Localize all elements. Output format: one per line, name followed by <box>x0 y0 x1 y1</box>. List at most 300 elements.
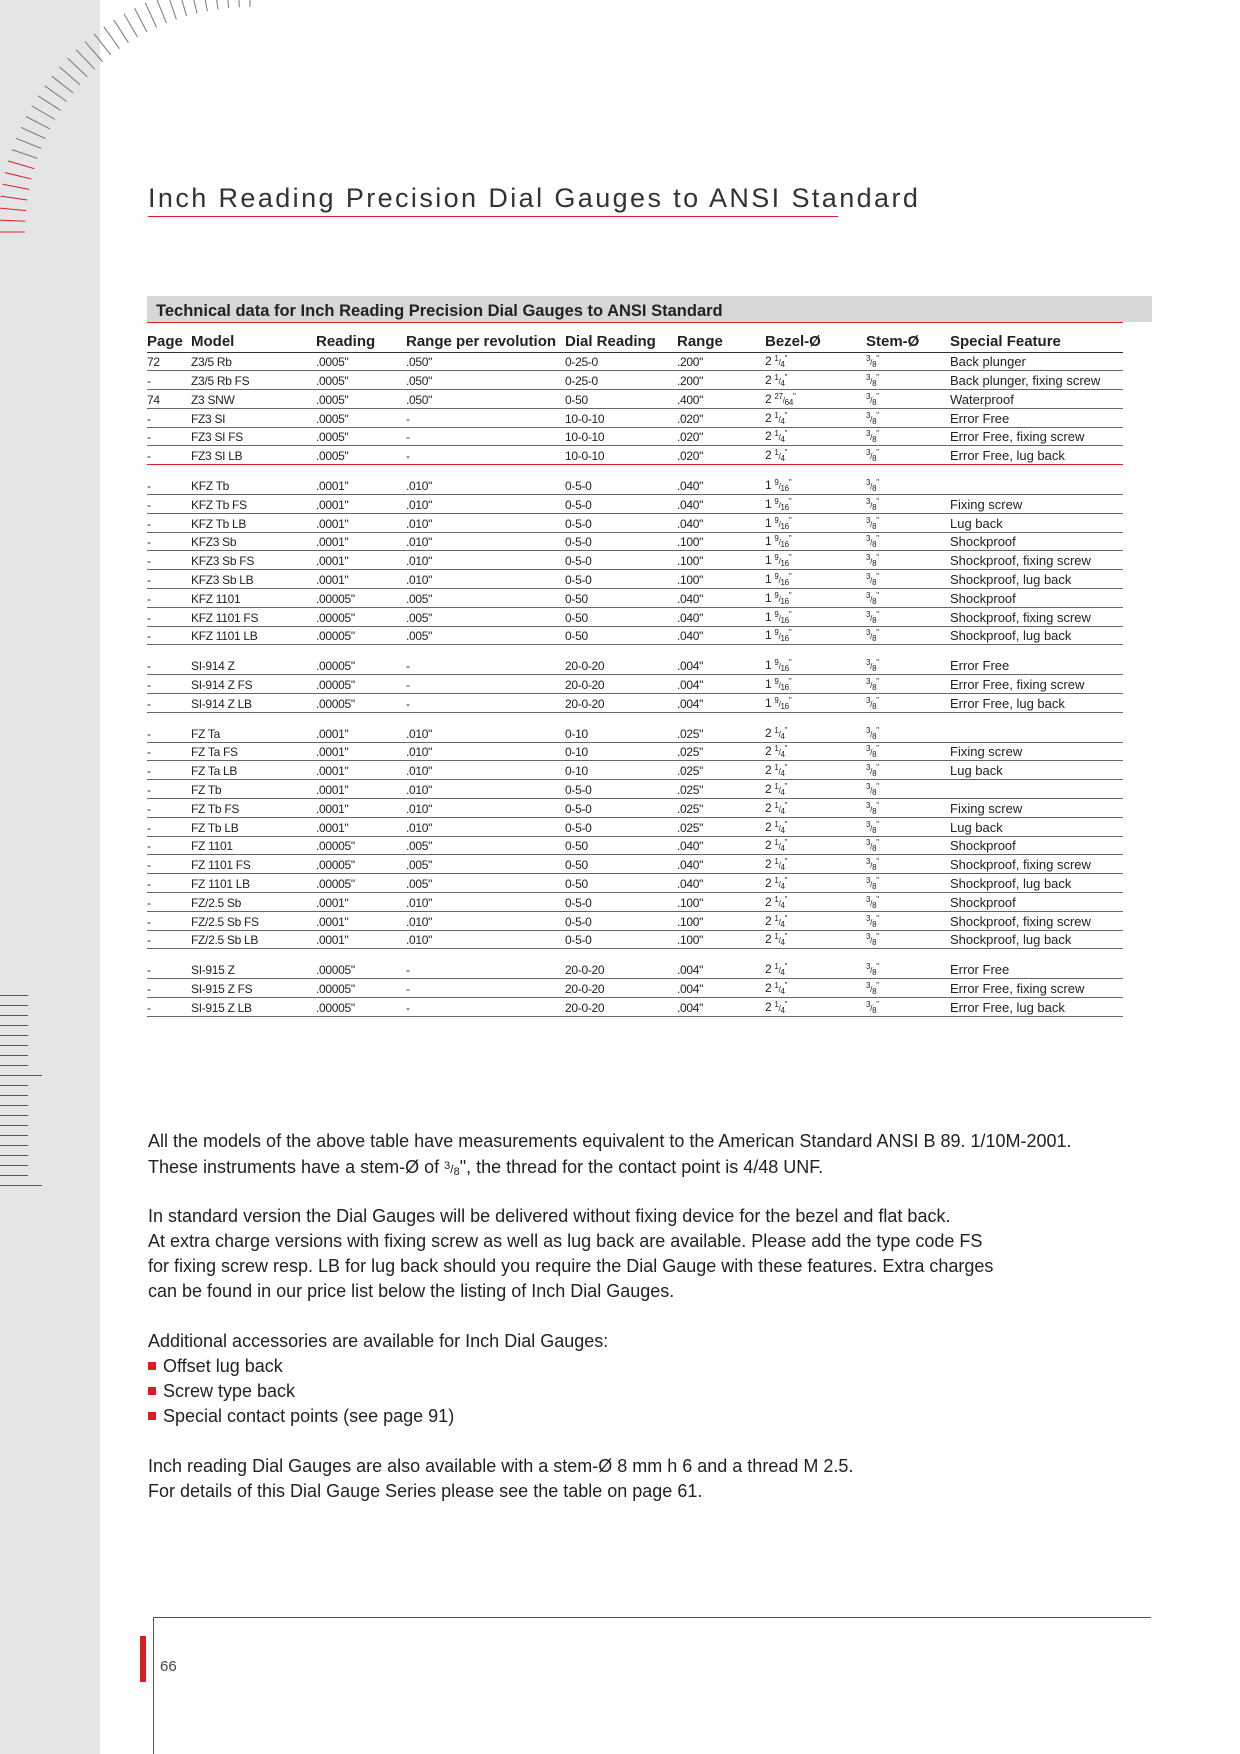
cell-range: .100" <box>677 893 765 912</box>
fraction-slash: / <box>778 804 781 814</box>
fraction-slash: / <box>778 936 781 946</box>
table-row <box>147 495 1123 514</box>
cell-reading: .00005" <box>316 855 406 874</box>
cell-page: - <box>147 513 191 532</box>
cell-page: - <box>147 427 191 446</box>
cell-page: - <box>147 998 191 1017</box>
fraction-whole: 2 <box>765 354 775 369</box>
decorative-ray <box>135 8 147 32</box>
cell-dial-reading: 0-10 <box>565 723 677 742</box>
cell-range: .040" <box>677 874 765 893</box>
cell-page: 74 <box>147 390 191 409</box>
fraction-slash: / <box>870 395 873 405</box>
table-row <box>147 551 1123 570</box>
col-header-range: Range <box>677 323 765 352</box>
inch-mark: " <box>784 410 788 420</box>
fraction-denominator: 4 <box>780 454 785 464</box>
cell-page: - <box>147 476 191 495</box>
fraction-numerator: 3 <box>866 695 871 705</box>
table-row <box>147 799 1123 818</box>
fraction-slash: / <box>870 767 873 777</box>
fraction-denominator: 8 <box>872 683 877 693</box>
cell-special-feature: Shockproof, fixing screw <box>950 607 1123 626</box>
cell-bezel-diameter <box>765 675 866 694</box>
inch-mark: " <box>876 725 879 735</box>
cell-dial-reading: 20-0-20 <box>565 675 677 694</box>
cell-bezel-diameter <box>765 893 866 912</box>
fraction-slash: / <box>778 966 781 976</box>
decorative-side-line <box>0 1095 28 1096</box>
inch-mark: " <box>784 876 788 886</box>
decorative-side-lines <box>0 995 45 1195</box>
cell-bezel-diameter <box>765 723 866 742</box>
decorative-ray <box>179 0 187 16</box>
cell-stem-diameter <box>866 874 950 893</box>
inch-mark: " <box>784 999 788 1009</box>
cell-stem-diameter <box>866 446 950 465</box>
inch-mark: " <box>788 658 792 668</box>
decorative-side-line <box>0 1015 28 1016</box>
table-row <box>147 874 1123 893</box>
cell-dial-reading: 0-50 <box>565 836 677 855</box>
cell-bezel-diameter <box>765 817 866 836</box>
cell-reading: .0001" <box>316 570 406 589</box>
cell-reading: .0001" <box>316 930 406 949</box>
cell-dial-reading: 0-5-0 <box>565 817 677 836</box>
fraction-numerator: 3 <box>866 429 871 439</box>
col-header-special-feature: Special Feature <box>950 323 1123 352</box>
cell-stem-diameter <box>866 427 950 446</box>
fraction-denominator: 16 <box>780 596 789 606</box>
inch-mark: " <box>876 391 879 401</box>
cell-page: - <box>147 979 191 998</box>
cell-dial-reading: 10-0-10 <box>565 408 677 427</box>
cell-range: .100" <box>677 930 765 949</box>
inch-mark: " <box>784 932 788 942</box>
cell-page: - <box>147 551 191 570</box>
inch-mark: " <box>788 677 792 687</box>
note-text: In standard version the Dial Gauges will be delivered without fixing device for the bezel and flat back. <box>148 1206 951 1226</box>
fraction-denominator: 4 <box>780 900 785 910</box>
cell-page: - <box>147 855 191 874</box>
fraction-numerator: 3 <box>866 496 871 506</box>
fraction-denominator: 8 <box>872 825 877 835</box>
cell-special-feature: Error Free <box>950 408 1123 427</box>
cell-bezel-diameter <box>765 427 866 446</box>
cell-stem-diameter <box>866 675 950 694</box>
fraction-whole: 2 <box>765 373 775 388</box>
table-row <box>147 979 1123 998</box>
cell-range-per-revolution: .010" <box>406 893 565 912</box>
inch-mark: " <box>784 838 788 848</box>
fraction-slash: / <box>778 861 781 871</box>
cell-page: - <box>147 893 191 912</box>
cell-reading: .00005" <box>316 998 406 1017</box>
decorative-ray <box>32 106 55 120</box>
decorative-ray <box>202 0 207 11</box>
cell-reading: .0001" <box>316 551 406 570</box>
cell-special-feature: Shockproof <box>950 836 1123 855</box>
fraction-numerator: 3 <box>866 838 871 848</box>
fraction-denominator: 8 <box>872 919 877 929</box>
decorative-ray <box>238 0 239 7</box>
fraction-denominator: 8 <box>872 615 877 625</box>
fraction-numerator: 9 <box>774 553 779 563</box>
decorative-ray <box>168 0 177 19</box>
decorative-side-line <box>0 1065 28 1066</box>
cell-special-feature: Error Free, lug back <box>950 998 1123 1017</box>
fraction-numerator: 3 <box>444 1160 451 1172</box>
table-group-spacer <box>147 465 1123 476</box>
decorative-ray <box>16 138 41 148</box>
cell-bezel-diameter <box>765 761 866 780</box>
fraction-whole: 2 <box>765 981 775 995</box>
table-row <box>147 761 1123 780</box>
cell-special-feature: Shockproof <box>950 589 1123 608</box>
cell-stem-diameter <box>866 476 950 495</box>
cell-model: KFZ 1101 LB <box>191 626 316 645</box>
cell-range-per-revolution: .010" <box>406 911 565 930</box>
fraction-numerator: 3 <box>866 999 871 1009</box>
fraction-denominator: 8 <box>872 484 877 494</box>
accessory-item <box>148 1379 608 1404</box>
cell-stem-diameter <box>866 761 950 780</box>
fraction-denominator: 8 <box>872 844 877 854</box>
fraction-denominator: 16 <box>780 634 789 644</box>
cell-stem-diameter <box>866 390 950 409</box>
cell-dial-reading: 10-0-10 <box>565 427 677 446</box>
cell-page: - <box>147 960 191 979</box>
fraction-numerator: 9 <box>774 677 779 687</box>
fraction-whole: 1 <box>765 628 775 643</box>
cell-stem-diameter <box>866 551 950 570</box>
table-row <box>147 694 1123 713</box>
fraction-numerator: 3 <box>866 354 871 364</box>
decorative-ray <box>38 96 61 111</box>
cell-range-per-revolution: .050" <box>406 390 565 409</box>
fraction-slash: / <box>778 681 781 691</box>
decorative-ray <box>60 67 80 85</box>
fraction-slash: / <box>778 880 781 890</box>
fraction-slash: / <box>870 414 873 424</box>
cell-reading: .00005" <box>316 675 406 694</box>
cell-page: - <box>147 911 191 930</box>
fraction-slash: / <box>778 414 781 424</box>
inch-mark: " <box>788 515 792 525</box>
decorative-side-line <box>0 1185 42 1186</box>
cell-stem-diameter <box>866 960 950 979</box>
cell-reading: .0001" <box>316 742 406 761</box>
inch-mark: " <box>876 857 879 867</box>
fraction-numerator: 9 <box>774 572 779 582</box>
fraction-slash: / <box>870 917 873 927</box>
fraction-whole: 2 <box>765 763 775 778</box>
cell-stem-diameter <box>866 607 950 626</box>
fraction-whole: 2 <box>765 838 775 853</box>
cell-dial-reading: 0-5-0 <box>565 532 677 551</box>
inch-mark: " <box>784 800 788 810</box>
cell-special-feature: Lug back <box>950 817 1123 836</box>
inch-mark: " <box>788 590 792 600</box>
fraction-numerator: 3 <box>866 763 871 773</box>
cell-stem-diameter <box>866 998 950 1017</box>
fraction-numerator: 27 <box>774 391 783 401</box>
cell-special-feature: Error Free, lug back <box>950 446 1123 465</box>
cell-dial-reading: 20-0-20 <box>565 656 677 675</box>
cell-range: .040" <box>677 626 765 645</box>
table-row <box>147 408 1123 427</box>
col-header-stem-diameter: Stem-Ø <box>866 323 950 352</box>
cell-range: .004" <box>677 675 765 694</box>
fraction-denominator: 4 <box>780 806 785 816</box>
cell-reading: .0001" <box>316 893 406 912</box>
technical-data-table-section <box>147 296 1152 1017</box>
fraction-denominator: 64 <box>784 397 793 407</box>
cell-page: - <box>147 930 191 949</box>
notes-paragraph-2 <box>148 1204 993 1304</box>
fraction-slash: / <box>778 632 781 642</box>
cell-model: Z3/5 Rb <box>191 352 316 371</box>
cell-page: - <box>147 780 191 799</box>
decorative-ray <box>26 117 50 129</box>
fraction-whole: 1 <box>765 677 775 692</box>
cell-bezel-diameter <box>765 352 866 371</box>
cell-special-feature: Error Free <box>950 960 1123 979</box>
cell-model: FZ3 SI <box>191 408 316 427</box>
fraction-denominator: 8 <box>872 900 877 910</box>
cell-reading: .0005" <box>316 371 406 390</box>
cell-reading: .0001" <box>316 911 406 930</box>
cell-range: .040" <box>677 476 765 495</box>
fraction-slash: / <box>778 767 781 777</box>
note-text: All the models of the above table have measurements equivalent to the American Standard ANSI B 89. 1/10M-2001. <box>148 1131 1072 1151</box>
fraction-whole: 1 <box>765 609 775 624</box>
cell-bezel-diameter <box>765 855 866 874</box>
inch-mark: " <box>876 763 879 773</box>
fraction-slash: / <box>778 519 781 529</box>
inch-mark: " <box>876 962 879 972</box>
cell-stem-diameter <box>866 408 950 427</box>
decorative-side-line <box>0 1045 28 1046</box>
cell-dial-reading: 0-5-0 <box>565 780 677 799</box>
cell-range: .004" <box>677 960 765 979</box>
cell-range-per-revolution: - <box>406 960 565 979</box>
fraction-slash: / <box>778 500 781 510</box>
decorative-side-line <box>0 1115 28 1116</box>
note-text: can be found in our price list below the listing of Inch Dial Gauges. <box>148 1281 675 1301</box>
col-header-range-per-revolution: Range per revolution <box>406 323 565 352</box>
decorative-side-line <box>0 1145 28 1146</box>
fraction-numerator: 3 <box>866 628 871 638</box>
cell-range-per-revolution: .010" <box>406 780 565 799</box>
cell-dial-reading: 0-5-0 <box>565 551 677 570</box>
fraction-slash: / <box>778 377 781 387</box>
fraction-slash: / <box>870 576 873 586</box>
cell-reading: .00005" <box>316 960 406 979</box>
cell-special-feature: Shockproof, fixing screw <box>950 551 1123 570</box>
decorative-side-line <box>0 1175 28 1176</box>
inch-mark: " <box>876 876 879 886</box>
cell-range: .040" <box>677 589 765 608</box>
spacer-cell <box>147 465 1123 476</box>
cell-range-per-revolution: .010" <box>406 570 565 589</box>
fraction-slash: / <box>778 433 781 443</box>
cell-special-feature: Shockproof, lug back <box>950 930 1123 949</box>
decorative-ray <box>104 27 120 49</box>
cell-reading: .0001" <box>316 495 406 514</box>
decorative-ray <box>12 150 38 159</box>
decorative-ray <box>52 76 73 93</box>
cell-stem-diameter <box>866 495 950 514</box>
fraction-numerator: 1 <box>774 410 779 420</box>
cell-model: SI-914 Z LB <box>191 694 316 713</box>
cell-page: - <box>147 589 191 608</box>
cell-bezel-diameter <box>765 979 866 998</box>
cell-range: .025" <box>677 799 765 818</box>
fraction-numerator: 3 <box>866 857 871 867</box>
fraction-whole: 2 <box>765 725 775 740</box>
cell-bezel-diameter <box>765 495 866 514</box>
decorative-ray <box>0 220 25 221</box>
fraction-numerator: 1 <box>774 725 779 735</box>
cell-range-per-revolution: .005" <box>406 874 565 893</box>
fraction-denominator: 4 <box>780 379 785 389</box>
inch-mark: " <box>876 590 879 600</box>
decorative-ray <box>156 0 166 23</box>
fraction-denominator: 4 <box>780 731 785 741</box>
fraction-numerator: 1 <box>774 354 779 364</box>
cell-model: FZ Tb FS <box>191 799 316 818</box>
fraction-denominator: 8 <box>872 634 877 644</box>
cell-range-per-revolution: .010" <box>406 495 565 514</box>
fraction-numerator: 3 <box>866 913 871 923</box>
table-row <box>147 427 1123 446</box>
table-body <box>147 352 1123 1016</box>
inch-mark: " <box>876 695 879 705</box>
fraction-numerator: 1 <box>774 894 779 904</box>
cell-dial-reading: 10-0-10 <box>565 446 677 465</box>
note-text: At extra charge versions with fixing screw as well as lug back are available. Please add the type code FS <box>148 1231 983 1251</box>
table-row <box>147 352 1123 371</box>
cell-reading: .00005" <box>316 607 406 626</box>
cell-bezel-diameter <box>765 694 866 713</box>
inch-mark: " <box>876 496 879 506</box>
fraction-numerator: 1 <box>774 913 779 923</box>
cell-reading: .00005" <box>316 836 406 855</box>
cell-dial-reading: 0-50 <box>565 390 677 409</box>
cell-range: .400" <box>677 390 765 409</box>
cell-special-feature <box>950 476 1123 495</box>
fraction-slash: / <box>870 842 873 852</box>
cell-stem-diameter <box>866 817 950 836</box>
cell-special-feature: Shockproof, lug back <box>950 874 1123 893</box>
decorative-ray <box>145 3 156 28</box>
fraction-numerator: 3 <box>866 677 871 687</box>
fraction-slash: / <box>870 966 873 976</box>
table-row <box>147 607 1123 626</box>
side-band <box>0 0 100 1754</box>
cell-reading: .0001" <box>316 780 406 799</box>
cell-model: SI-915 Z FS <box>191 979 316 998</box>
fraction-numerator: 3 <box>866 448 871 458</box>
fraction-denominator: 16 <box>780 521 789 531</box>
fraction-slash: / <box>778 594 781 604</box>
table-row <box>147 893 1123 912</box>
fraction-whole: 1 <box>765 695 775 710</box>
fraction-denominator: 4 <box>780 987 785 996</box>
fraction-denominator: 8 <box>872 596 877 606</box>
fraction-slash: / <box>778 898 781 908</box>
cell-stem-diameter <box>866 570 950 589</box>
cell-range-per-revolution: - <box>406 694 565 713</box>
cell-model: KFZ Tb <box>191 476 316 495</box>
cell-dial-reading: 0-5-0 <box>565 495 677 514</box>
cell-stem-diameter <box>866 911 950 930</box>
inch-mark: " <box>876 448 879 458</box>
page-title: Inch Reading Precision Dial Gauges to ANSI Standard <box>148 183 921 213</box>
decorative-side-line <box>0 1005 28 1006</box>
decorative-side-line <box>0 1165 28 1166</box>
table-group-spacer <box>147 949 1123 960</box>
cell-dial-reading: 20-0-20 <box>565 960 677 979</box>
accessory-label: Special contact points (see page 91) <box>163 1406 455 1426</box>
cell-model: FZ Tb <box>191 780 316 799</box>
table-row <box>147 476 1123 495</box>
inch-mark: " <box>876 410 879 420</box>
fraction-slash: / <box>778 538 781 548</box>
inch-mark: " <box>876 819 879 829</box>
cell-range: .040" <box>677 607 765 626</box>
cell-range-per-revolution: .010" <box>406 723 565 742</box>
cell-range-per-revolution: .005" <box>406 589 565 608</box>
inch-mark: " <box>788 695 792 705</box>
decorative-ray <box>226 0 229 8</box>
fraction-denominator: 4 <box>780 882 785 892</box>
fraction-numerator: 3 <box>866 373 871 383</box>
cell-stem-diameter <box>866 656 950 675</box>
fraction-slash: / <box>870 804 873 814</box>
cell-range-per-revolution: .005" <box>406 855 565 874</box>
spacer-cell <box>147 949 1123 960</box>
fraction-numerator: 3 <box>866 782 871 792</box>
fraction-numerator: 1 <box>774 932 779 942</box>
fraction-slash: / <box>778 823 781 833</box>
fraction-denominator: 4 <box>780 435 785 445</box>
cell-reading: .0005" <box>316 427 406 446</box>
cell-bezel-diameter <box>765 390 866 409</box>
fraction-denominator: 8 <box>872 416 877 426</box>
cell-stem-diameter <box>866 979 950 998</box>
fraction-denominator: 16 <box>780 502 789 512</box>
inch-mark: " <box>876 373 879 383</box>
cell-range-per-revolution: - <box>406 675 565 694</box>
cell-special-feature: Shockproof, fixing screw <box>950 855 1123 874</box>
cell-bezel-diameter <box>765 551 866 570</box>
fraction-whole: 1 <box>765 515 775 530</box>
cell-special-feature: Error Free, fixing screw <box>950 979 1123 998</box>
table-row <box>147 656 1123 675</box>
inch-mark: " <box>876 478 879 488</box>
col-header-dial-reading: Dial Reading <box>565 323 677 352</box>
fraction-numerator: 3 <box>866 876 871 886</box>
fraction-numerator: 3 <box>866 478 871 488</box>
inch-mark: " <box>876 913 879 923</box>
fraction-numerator: 9 <box>774 515 779 525</box>
fraction-slash: / <box>778 576 781 586</box>
cell-bezel-diameter <box>765 930 866 949</box>
footer-vertical-rule <box>153 1617 154 1754</box>
decorative-side-line <box>0 1025 28 1026</box>
